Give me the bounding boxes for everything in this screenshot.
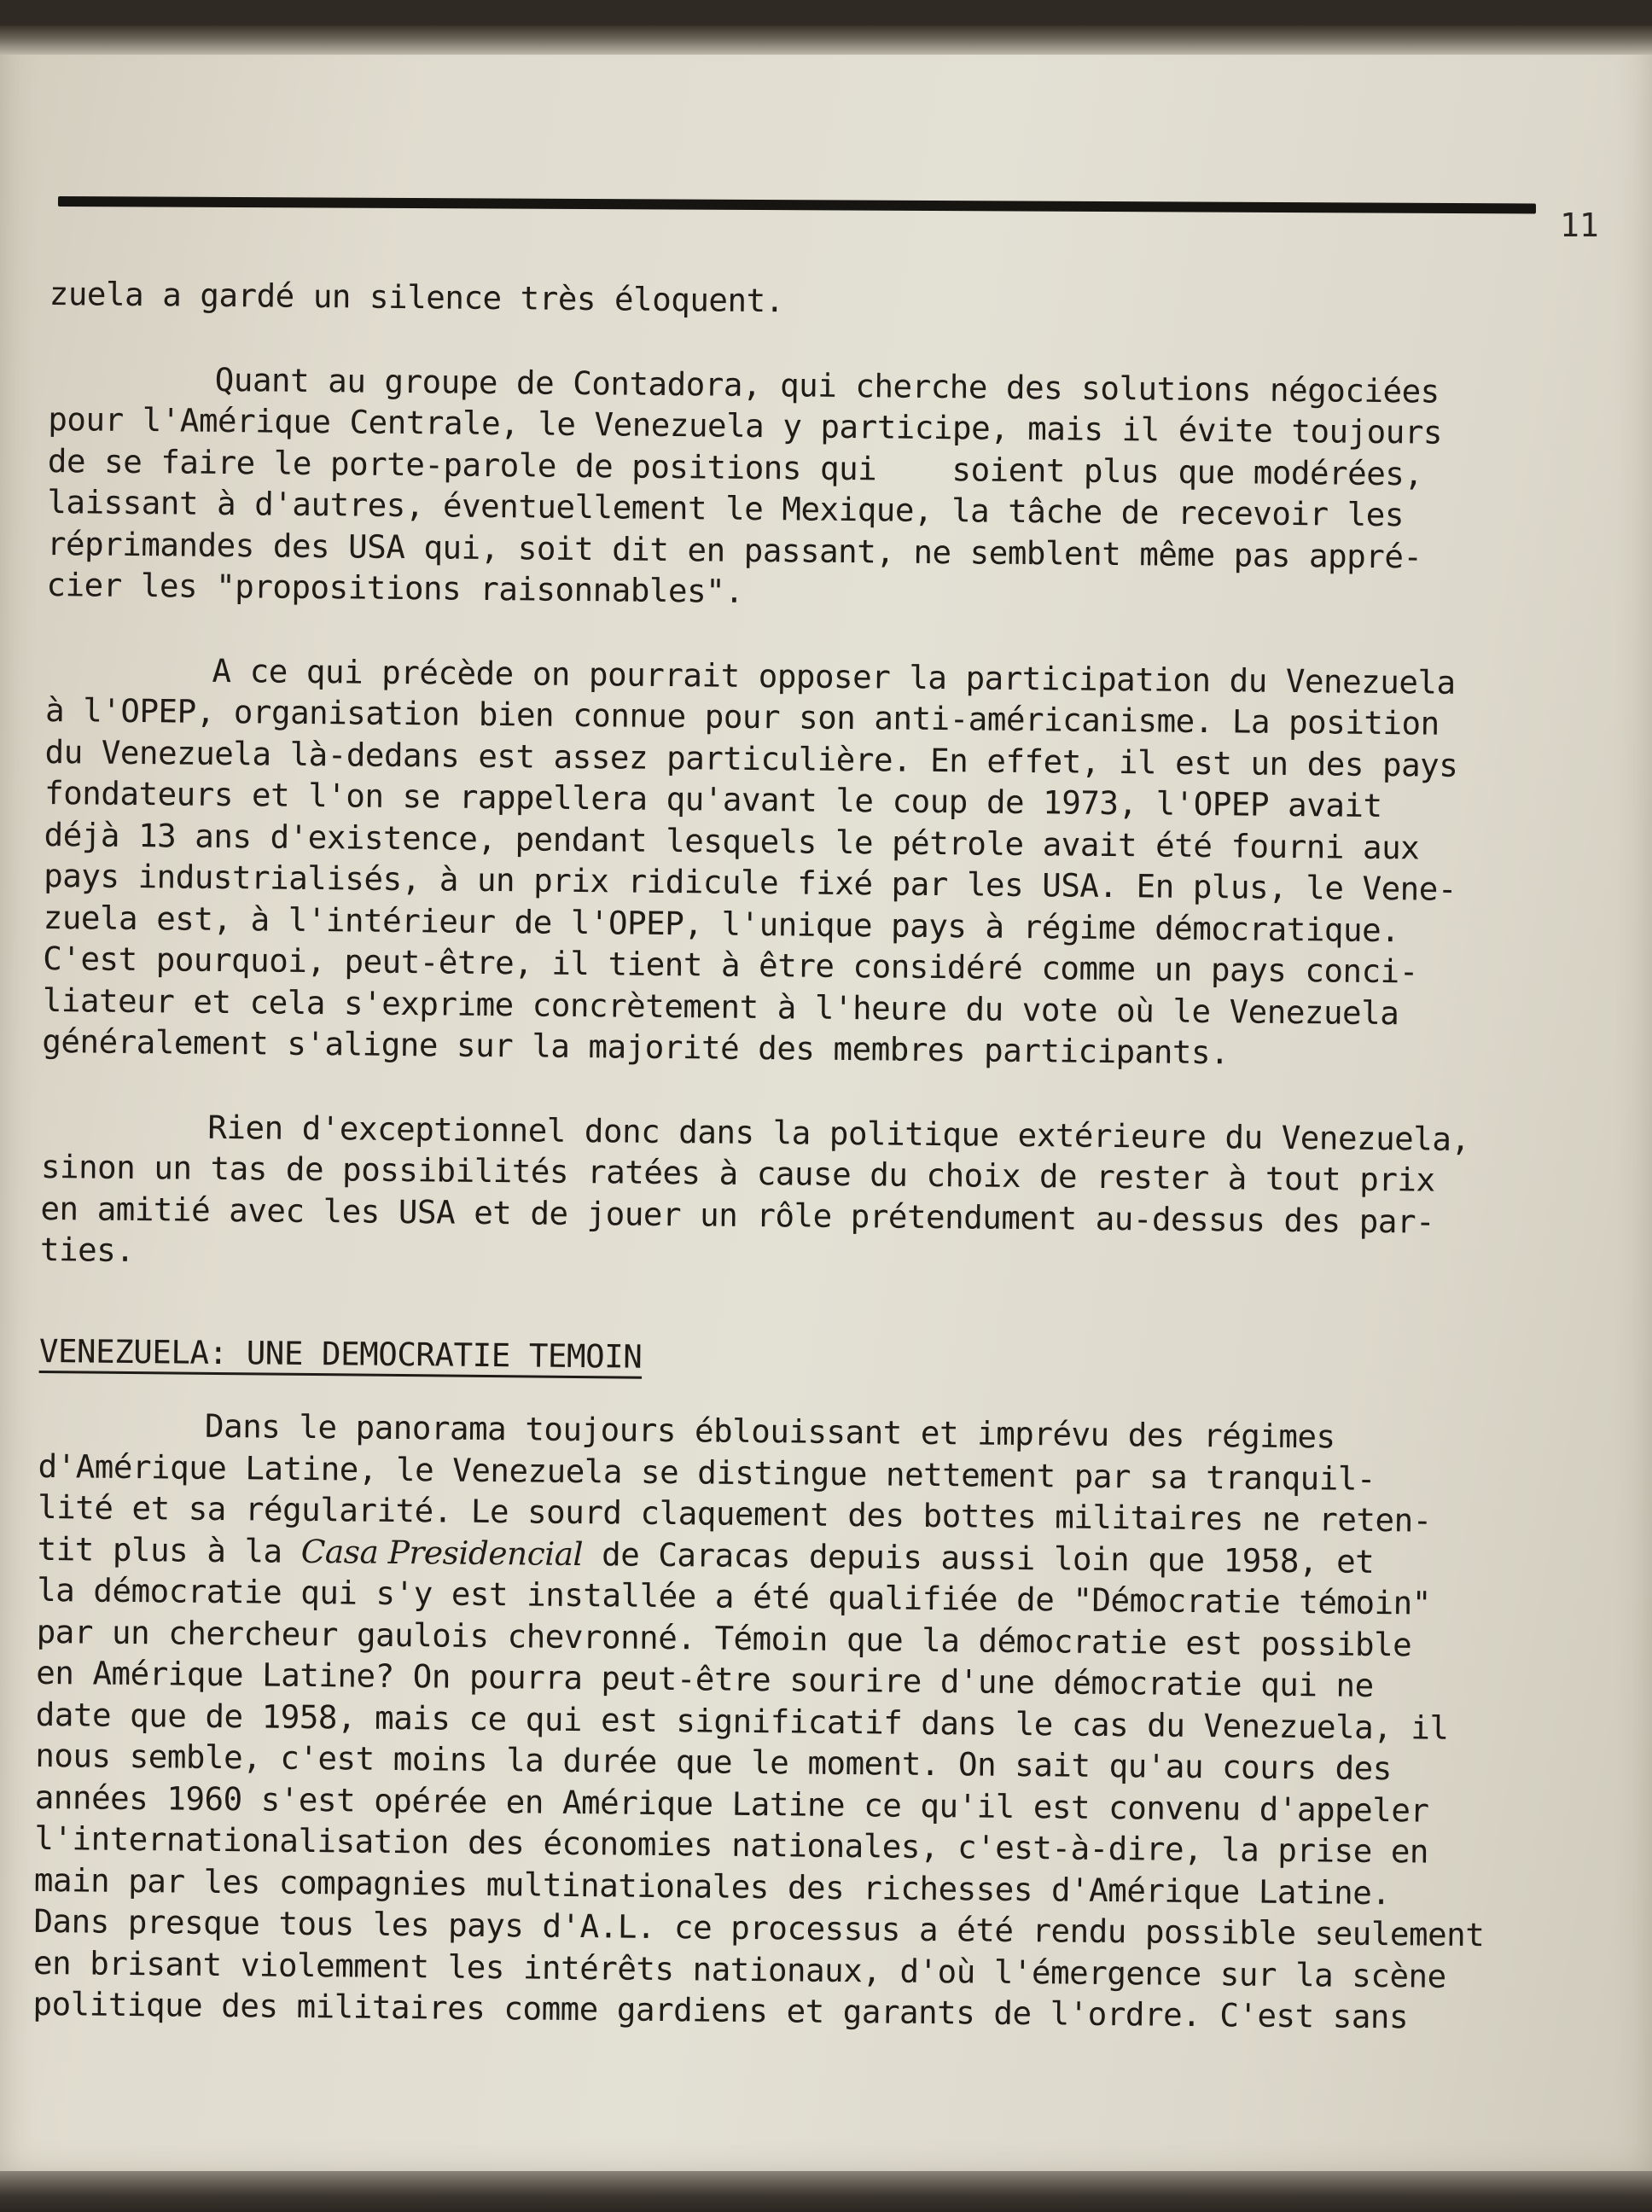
paragraph-2 [46,357,1610,620]
text-line: zuela est, à l'intérieur de l'OPEP, l'unique pays à régime démocratique. [43,898,1400,949]
document-page [0,26,1652,2176]
text-line: du Venezuela là-dedans est assez particulière. En effet, il est un des pays [44,732,1458,784]
text-line: pays industrialisés, à un prix ridicule fixé par les USA. En plus, le Vene- [44,856,1457,908]
text-line: l'internationalisation des économies nationales, c'est-à-dire, la prise en [34,1819,1429,1871]
text-line: politique des militaires comme gardiens et garants de l'ordre. C'est sans [32,1984,1409,2036]
text-line: pour l'Amérique Centrale, le Venezuela y participe, mais il évite toujours [48,399,1443,451]
paragraph-4 [40,1104,1603,1285]
text-line: cier les "propositions raisonnables". [46,565,744,610]
text-line: années 1960 s'est opérée en Amérique Latine ce qu'il est convenu d'appeler [34,1778,1429,1830]
text-line: réprimandes des USA qui, soit dit en passant, ne semblent même pas appré- [46,524,1422,575]
text-line: lité et sa régularité. Le sourd claquement des bottes militaires ne reten- [37,1487,1432,1540]
text-line: Quant au groupe de Contadora, qui cherche des solutions négociées [214,360,1440,410]
text-line: déjà 13 ans d'existence, pendant lesquels le pétrole avait été fourni aux [44,815,1420,866]
text-line: laissant à d'autres, éventuellement le Mexique, la tâche de recevoir les [47,482,1405,534]
text-fragment: de Caracas depuis aussi loin que 1958, et [582,1534,1375,1580]
section-heading: VENEZUELA: UNE DEMOCRATIE TEMOIN [38,1331,643,1376]
text-line: zuela a gardé un silence très éloquent. [49,274,784,320]
text-line: en brisant violemment les intérêts nationaux, d'où l'émergence sur la scène [32,1943,1446,1995]
text-line: Rien d'exceptionnel donc dans la politique extérieure du Venezuela, [207,1108,1470,1158]
text-line: liateur et cela s'exprime concrètement à l'heure du vote où le Venezuela [42,981,1399,1032]
text-line: Dans le panorama toujours éblouissant et imprévu des régimes [204,1406,1335,1456]
paragraph-3 [42,648,1608,1077]
text-line: de se faire le porte-parole de positions qui soient plus que modérées, [47,441,1423,492]
text-line: par un chercheur gaulois chevronné. Témoin que la démocratie est possible [36,1612,1412,1663]
text-line: main par les compagnies multinationales des richesses d'Amérique Latine. [33,1860,1391,1912]
page-top-edge [0,26,1652,55]
text-line: en Amérique Latine? On pourra peut-être sourire d'une démocratie qui ne [36,1653,1374,1704]
text-line: A ce qui précède on pourrait opposer la participation du Venezuela [212,651,1456,701]
text-line: date que de 1958, mais ce qui est significatif dans le cas du Venezuela, il [35,1695,1449,1747]
text-line: nous semble, c'est moins la durée que le moment. On sait qu'au cours des [35,1736,1393,1788]
text-line: ties. [39,1230,135,1270]
body-text [32,273,1611,2040]
text-line: généralement s'aligne sur la majorité des membres participants. [42,1022,1230,1072]
text-line: Dans presque tous les pays d'A.L. ce processus a été rendu possible seulement [33,1901,1485,1954]
page-bottom-edge [0,2171,1652,2212]
text-line: C'est pourquoi, peut-être, il tient à être considéré comme un pays conci- [43,939,1419,991]
section-heading-wrap [39,1330,1601,1386]
text-line: fondateurs et l'on se rappellera qu'avant le coup de 1973, l'OPEP avait [44,773,1382,825]
page-number: 11 [1560,207,1599,244]
text-line: sinon un tas de possibilités ratées à cause du choix de rester à tout prix [40,1147,1435,1199]
header-rule [58,196,1536,213]
italic-term: Casa Presidencial [300,1532,584,1573]
text-line: à l'OPEP, organisation bien connue pour son anti-américanisme. La position [44,690,1440,742]
text-line: en amitié avec les USA et de jouer un rôle prétendument au-dessus des par- [40,1189,1435,1241]
text-fragment: tit plus à la [37,1529,301,1570]
text-line: la démocratie qui s'y est installée a été qualifiée de "Démocratie témoin" [36,1570,1432,1622]
text-line: d'Amérique Latine, le Venezuela se distingue nettement par sa tranquil- [38,1447,1376,1498]
section-paragraph [32,1404,1600,2040]
